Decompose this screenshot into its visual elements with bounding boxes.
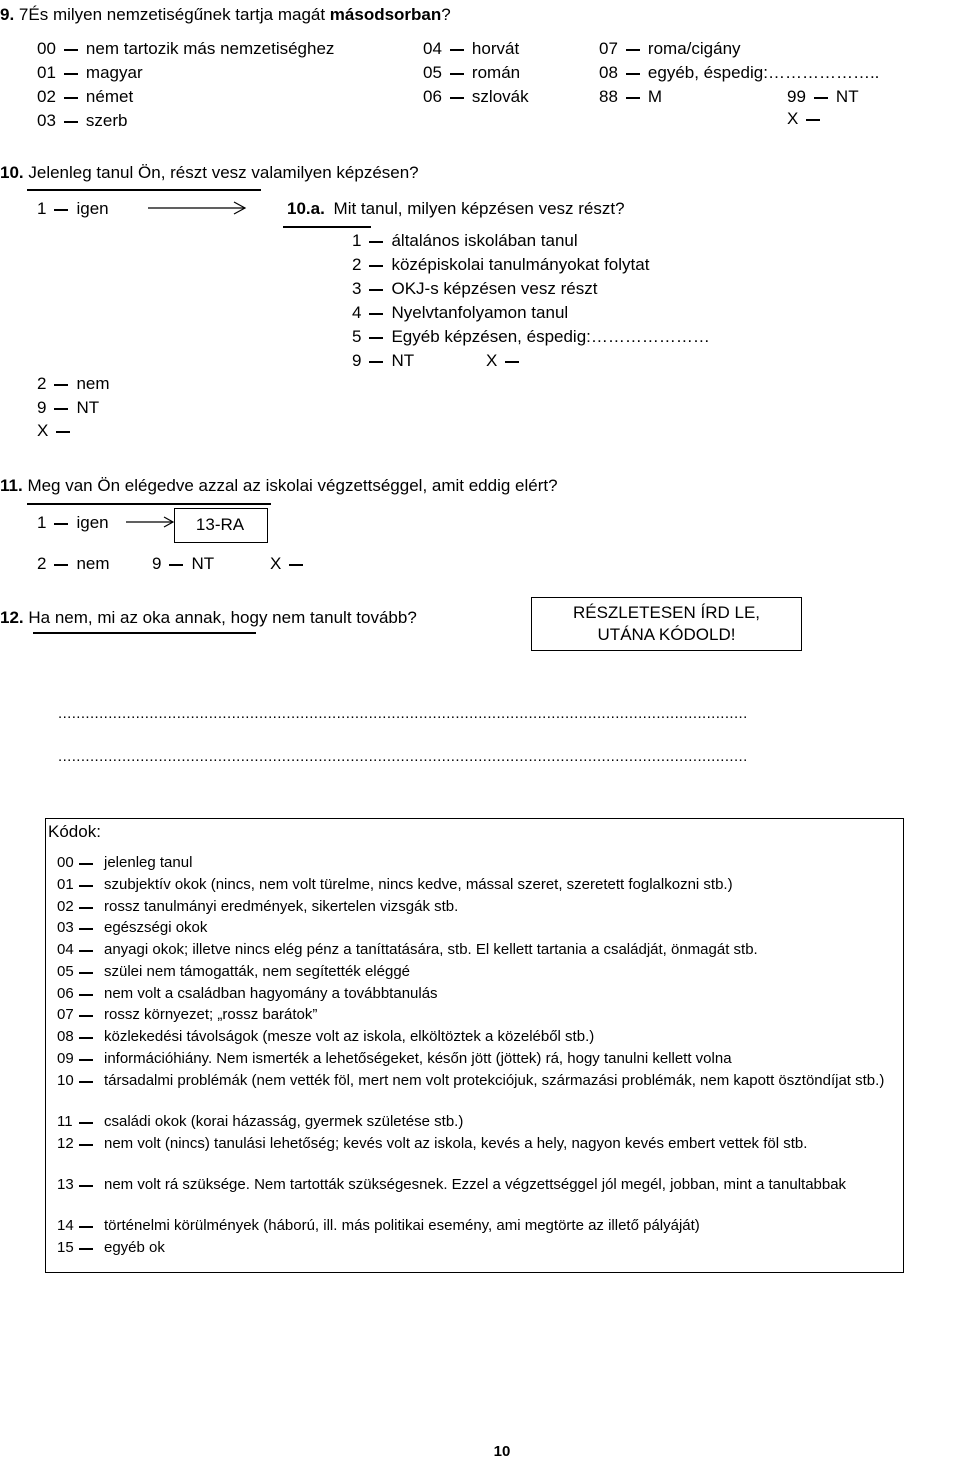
option-code: 07	[599, 39, 618, 58]
option-code: 2	[37, 554, 47, 573]
option-label: nem tartozik más nemzetiséghez	[85, 39, 335, 58]
q10-heading	[0, 163, 419, 183]
option-label: nem	[76, 554, 110, 573]
option-code: 5	[352, 327, 362, 346]
code-number: 12	[57, 1135, 74, 1152]
option-code: 02	[37, 87, 56, 106]
option-code: 2	[352, 255, 362, 274]
option-label: roma/cigány	[647, 39, 741, 58]
q10-option-no[interactable]	[37, 374, 110, 394]
option-code: 9	[352, 351, 362, 370]
code-label: történelmi körülmények (háború, ill. más politikai esemény, ami megtörte az illető pályáját)	[104, 1217, 700, 1234]
q9-option-99[interactable]	[787, 87, 859, 107]
option-label: középiskolai tanulmányokat folytat	[391, 255, 650, 274]
q10-underline	[27, 189, 261, 191]
q10-text: Jelenleg tanul Ön, részt vesz valamilyen képzésen?	[28, 163, 419, 182]
option-code: 00	[37, 39, 56, 58]
codes-title: Kódok:	[48, 822, 101, 841]
code-number: 08	[57, 1028, 74, 1045]
q11-underline	[27, 503, 271, 505]
code-number: 02	[57, 898, 74, 915]
code-label: nem volt (nincs) tanulási lehetőség; kevés volt az iskola, kevés a hely, nagyon kevés embert vettek föl stb.	[104, 1135, 808, 1152]
q9-option-02[interactable]	[37, 87, 133, 107]
dash	[79, 972, 93, 974]
code-number: 00	[57, 854, 74, 871]
q11-option-nt[interactable]	[152, 554, 214, 574]
dash	[79, 1015, 93, 1017]
q11-option-x[interactable]	[270, 554, 311, 574]
q9-option-08[interactable]	[599, 63, 879, 83]
dash	[79, 1185, 93, 1187]
dash	[369, 265, 383, 267]
q10a-number: 10.a.	[287, 199, 325, 218]
q9-text-pre: 7És milyen nemzetiségűnek tartja magát	[18, 5, 330, 24]
dash	[79, 885, 93, 887]
code-number: 14	[57, 1217, 74, 1234]
option-label: NT	[835, 87, 859, 106]
dash	[79, 1248, 93, 1250]
code-number: 04	[57, 941, 74, 958]
q11-option-no[interactable]	[37, 554, 110, 574]
code-label: anyagi okok; illetve nincs elég pénz a taníttatására, stb. El kellett tartania a családját, önmagát stb.	[104, 941, 758, 958]
q9-text-bold: másodsorban	[329, 5, 442, 24]
option-label: szlovák	[471, 87, 529, 106]
option-code: 9	[37, 398, 47, 417]
q10a-heading	[287, 199, 625, 219]
dash	[64, 97, 78, 99]
code-label: nem volt a családban hagyomány a továbbtanulás	[104, 985, 438, 1002]
page-number: 10	[493, 1443, 511, 1460]
option-label: M	[647, 87, 663, 106]
code-number: 07	[57, 1006, 74, 1023]
option-label: Egyéb képzésen, éspedig:…………………	[391, 327, 710, 346]
code-label: információhiány. Nem ismerték a lehetőségeket, későn jött (jöttek) rá, hogy tanulni kellett volna	[104, 1050, 732, 1067]
option-code: X	[270, 554, 282, 573]
dash	[79, 1144, 93, 1146]
dash	[79, 907, 93, 909]
dash	[79, 994, 93, 996]
option-label: szerb	[85, 111, 128, 130]
dash	[369, 241, 383, 243]
q11-number: 11.	[0, 476, 23, 495]
answer-line-1[interactable]: .......................................................................................................................................................	[58, 705, 748, 722]
code-number: 01	[57, 876, 74, 893]
q9-text-post: ?	[441, 5, 451, 24]
dash	[505, 361, 519, 363]
instruction-line-1: RÉSZLETESEN ÍRD LE,	[572, 603, 761, 622]
q12-underline	[33, 632, 256, 634]
dash	[369, 289, 383, 291]
dash	[79, 1037, 93, 1039]
option-code: 1	[37, 513, 47, 532]
answer-line-2[interactable]: .......................................................................................................................................................	[58, 748, 748, 765]
option-label: általános iskolában tanul	[391, 231, 578, 250]
q9-option-03[interactable]	[37, 111, 128, 131]
q9-option-88[interactable]	[599, 87, 662, 107]
dash	[79, 1059, 93, 1061]
option-code: X	[787, 109, 799, 128]
dash	[169, 564, 183, 566]
dash	[369, 361, 383, 363]
code-label: társadalmi problémák (nem vették föl, mert nem volt protekciójuk, származási problémák, nem kapott ösztöndíjat stb.)	[104, 1072, 885, 1089]
dash	[626, 49, 640, 51]
q9-option-06[interactable]	[423, 87, 529, 107]
q9-number: 9.	[0, 5, 15, 24]
code-label: szubjektív okok (nincs, nem volt türelme, nincs kedve, mással szeret, szeretett foglalkozni stb.)	[104, 876, 733, 893]
q9-option-00[interactable]	[37, 39, 334, 59]
dash	[64, 73, 78, 75]
dash	[79, 1226, 93, 1228]
dash	[79, 863, 93, 865]
dash	[450, 49, 464, 51]
option-code: X	[486, 351, 498, 370]
dash	[64, 121, 78, 123]
option-label: német	[85, 87, 134, 106]
code-label: szülei nem támogatták, nem segítették eléggé	[104, 963, 411, 980]
option-code: 03	[37, 111, 56, 130]
code-label: családi okok (korai házasság, gyermek születése stb.)	[104, 1113, 464, 1130]
dash	[79, 950, 93, 952]
dash	[54, 564, 68, 566]
dash	[54, 408, 68, 410]
option-label: NT	[76, 398, 100, 417]
q12-heading	[0, 608, 417, 628]
option-code: 99	[787, 87, 806, 106]
option-label: NT	[191, 554, 215, 573]
q10a-option-5[interactable]	[352, 327, 710, 347]
option-label: nem	[76, 374, 110, 393]
code-label: rossz tanulmányi eredmények, sikertelen vizsgák stb.	[104, 898, 459, 915]
dash	[64, 49, 78, 51]
dash	[369, 313, 383, 315]
option-code: 04	[423, 39, 442, 58]
q11-text: Meg van Ön elégedve azzal az iskolai végzettséggel, amit eddig elért?	[27, 476, 558, 495]
skip-label: 13-RA	[195, 515, 245, 534]
code-label: jelenleg tanul	[104, 854, 193, 871]
q10a-option-x[interactable]	[486, 351, 527, 371]
option-code: 1	[352, 231, 362, 250]
option-code: 08	[599, 63, 618, 82]
code-label: rossz környezet; „rossz barátok”	[104, 1006, 318, 1023]
q11-heading	[0, 476, 558, 496]
q10a-option-1[interactable]	[352, 231, 578, 251]
dash	[79, 1081, 93, 1083]
dash	[806, 119, 820, 121]
code-number: 15	[57, 1239, 74, 1256]
dash	[54, 523, 68, 525]
code-label: nem volt rá szüksége. Nem tartották szükségesnek. Ezzel a végzettséggel jól megél, jobban, mint a tanultabbak	[104, 1176, 847, 1193]
code-number: 11	[57, 1113, 73, 1130]
option-code: 01	[37, 63, 56, 82]
dash	[289, 564, 303, 566]
dash	[814, 97, 828, 99]
code-label: közlekedési távolságok (mesze volt az iskola, elköltöztek a közeléből stb.)	[104, 1028, 595, 1045]
q9-option-x[interactable]	[787, 109, 828, 129]
q10a-underline	[283, 226, 371, 228]
option-label: magyar	[85, 63, 143, 82]
code-number: 05	[57, 963, 74, 980]
q10-option-nt[interactable]	[37, 398, 99, 418]
dash	[56, 431, 70, 433]
q9-heading	[0, 5, 451, 25]
dash	[626, 73, 640, 75]
option-label: román	[471, 63, 521, 82]
q10a-option-3[interactable]	[352, 279, 597, 299]
option-code: 9	[152, 554, 162, 573]
q10a-option-2[interactable]	[352, 255, 649, 275]
dash	[54, 384, 68, 386]
option-code: 05	[423, 63, 442, 82]
q10a-text: Mit tanul, milyen képzésen vesz részt?	[333, 199, 625, 218]
q10-option-x[interactable]	[37, 421, 78, 441]
dash	[450, 73, 464, 75]
option-label: egyéb, éspedig:………………..	[647, 63, 880, 82]
option-code: 4	[352, 303, 362, 322]
option-code: 1	[37, 199, 47, 218]
q10a-option-4[interactable]	[352, 303, 568, 323]
instruction-line-2: UTÁNA KÓDOLD!	[597, 625, 736, 644]
arrow-right-icon	[126, 515, 176, 529]
code-label: egyéb ok	[104, 1239, 165, 1256]
option-label: OKJ-s képzésen vesz részt	[391, 279, 598, 298]
option-label: igen	[76, 199, 109, 218]
q10a-option-9[interactable]	[352, 351, 414, 371]
dash	[79, 928, 93, 930]
q9-option-04[interactable]	[423, 39, 519, 59]
q9-option-01[interactable]	[37, 63, 143, 83]
q10-option-yes[interactable]	[37, 199, 109, 219]
dash	[369, 337, 383, 339]
dash	[54, 209, 68, 211]
option-label: Nyelvtanfolyamon tanul	[391, 303, 569, 322]
code-number: 03	[57, 919, 74, 936]
option-code: 06	[423, 87, 442, 106]
option-label: horvát	[471, 39, 520, 58]
dash	[450, 97, 464, 99]
q9-option-05[interactable]	[423, 63, 520, 83]
q11-option-yes[interactable]	[37, 513, 109, 533]
dash	[626, 97, 640, 99]
code-number: 13	[57, 1176, 74, 1193]
code-number: 10	[57, 1072, 74, 1089]
q12-text: Ha nem, mi az oka annak, hogy nem tanult tovább?	[28, 608, 417, 627]
option-code: X	[37, 421, 49, 440]
code-number: 09	[57, 1050, 74, 1067]
q10-number: 10.	[0, 163, 24, 182]
option-code: 3	[352, 279, 362, 298]
option-code: 88	[599, 87, 618, 106]
dash	[79, 1122, 93, 1124]
code-number: 06	[57, 985, 74, 1002]
option-code: 2	[37, 374, 47, 393]
arrow-right-icon	[148, 200, 248, 216]
q12-number: 12.	[0, 608, 24, 627]
code-label: egészségi okok	[104, 919, 208, 936]
option-label: NT	[391, 351, 415, 370]
option-label: igen	[76, 513, 109, 532]
q9-option-07[interactable]	[599, 39, 741, 59]
